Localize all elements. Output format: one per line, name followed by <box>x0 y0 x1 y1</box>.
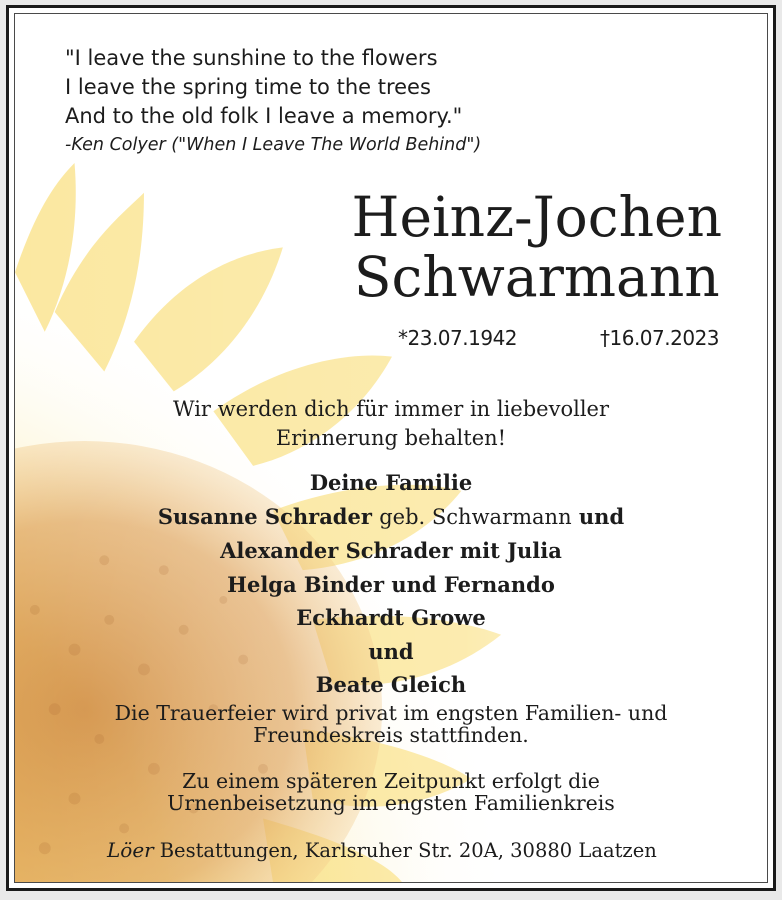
funeral-notice-line: Die Trauerfeier wird privat im engsten Familien- und <box>114 701 668 725</box>
quote-line: I leave the spring time to the trees <box>65 75 431 99</box>
funeral-home-footer <box>107 838 657 862</box>
opening-quote <box>65 44 481 157</box>
family-member-line: Helga Binder und Fernando <box>227 571 555 597</box>
family-conjunction: und <box>578 503 625 529</box>
quote-line: "I leave the sunshine to the flowers <box>65 46 438 70</box>
death-date: †16.07.2023 <box>600 326 720 350</box>
funeral-notice <box>15 702 767 746</box>
obituary-frame <box>6 5 776 891</box>
funeral-notice-line: Freundeskreis stattfinden. <box>253 723 529 747</box>
obituary-inner-border <box>14 13 768 883</box>
funeral-home-logo: Löer <box>107 838 154 862</box>
deceased-last-name: Schwarmann <box>353 245 720 309</box>
urn-notice-line: Zu einem späteren Zeitpunkt erfolgt die <box>182 769 600 793</box>
family-member-line: Beate Gleich <box>315 672 467 697</box>
family-list <box>15 466 767 702</box>
quote-line: And to the old folk I leave a memory." <box>65 104 463 128</box>
family-member-nee: geb. Schwarmann <box>379 504 572 529</box>
farewell-line: Erinnerung behalten! <box>275 426 507 450</box>
urn-burial-notice <box>15 770 767 814</box>
family-conjunction: und <box>368 638 414 664</box>
deceased-first-name: Heinz-Jochen <box>351 185 722 249</box>
funeral-home-address: Bestattungen, Karlsruher Str. 20A, 30880 Laatzen <box>159 839 657 862</box>
family-member-line <box>15 500 767 535</box>
family-member-line: Alexander Schrader mit Julia <box>220 538 562 563</box>
quote-author: -Ken Colyer ("When I Leave The World Behind") <box>65 135 482 155</box>
family-member-name: Susanne Schrader <box>157 503 372 529</box>
deceased-name <box>352 187 722 307</box>
farewell-line: Wir werden dich für immer in liebevoller <box>172 397 610 421</box>
family-member-line: Eckhardt Growe <box>296 605 486 630</box>
farewell-message <box>15 395 767 453</box>
family-heading: Deine Familie <box>309 470 473 495</box>
urn-notice-line: Urnenbeisetzung im engsten Familienkreis <box>167 791 615 815</box>
birth-date: *23.07.1942 <box>398 326 518 350</box>
